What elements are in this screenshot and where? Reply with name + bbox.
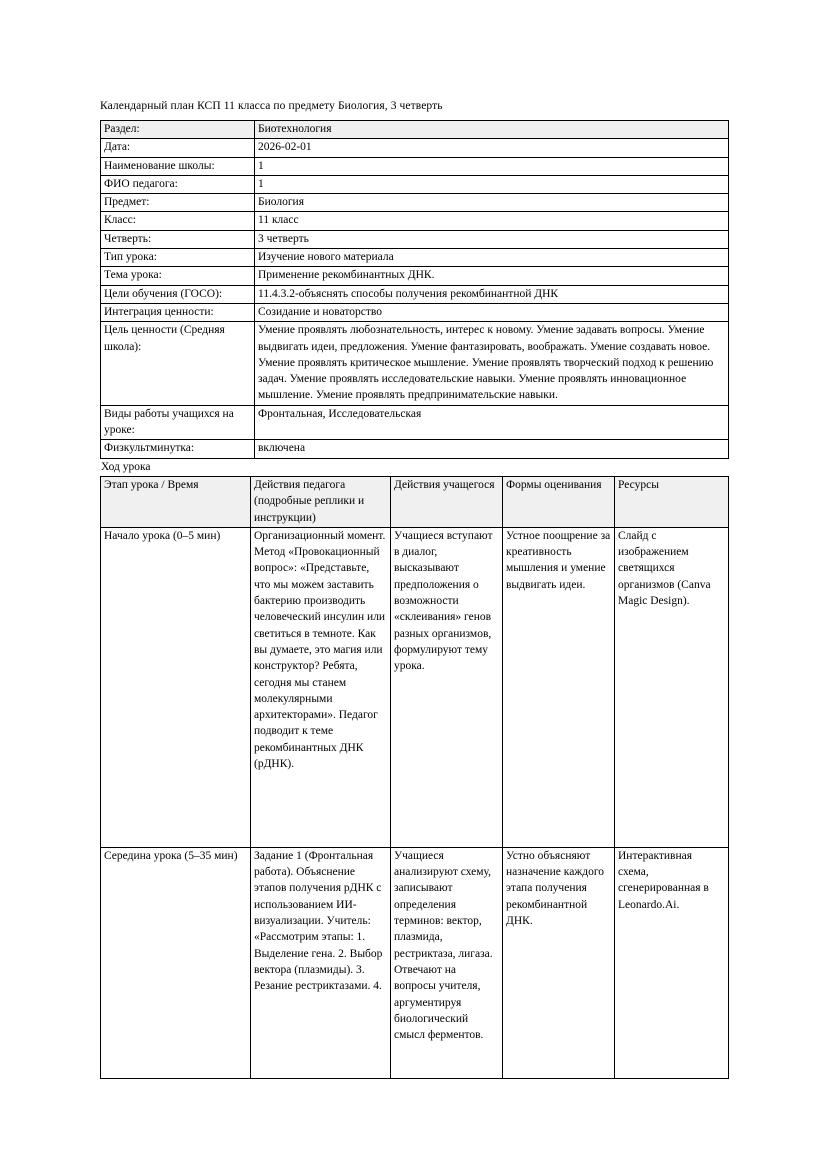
info-value-cell: Биотехнология <box>255 121 729 139</box>
lesson-flow-body <box>101 527 729 1078</box>
info-value-cell: 1 <box>255 157 729 175</box>
info-label-cell: Цель ценности (Средняя школа): <box>101 322 255 405</box>
section-caption-lesson-flow: Ход урока <box>101 460 151 473</box>
lesson-info-table <box>100 120 729 459</box>
info-value-cell: 2026-02-01 <box>255 139 729 157</box>
flow-student-cell: Учащиеся вступают в диалог, высказывают предположения о возможности «склеивания» генов разных организмов, формулируют тему урока. <box>391 527 503 847</box>
flow-resources-cell: Интерактивная схема, сгенерированная в Leonardo.Ai. <box>615 847 729 1078</box>
lesson-flow-header <box>101 476 729 527</box>
flow-header-cell: Действия педагога (подробные реплики и инструкции) <box>251 476 391 527</box>
info-label-cell: Предмет: <box>101 194 255 212</box>
flow-stage-cell: Начало урока (0–5 мин) <box>101 527 251 847</box>
table-row <box>101 121 729 139</box>
table-row <box>101 194 729 212</box>
table-row <box>101 175 729 193</box>
info-label-cell: Тема урока: <box>101 267 255 285</box>
info-value-cell: Применение рекомбинантных ДНК. <box>255 267 729 285</box>
info-value-cell: 3 четверть <box>255 230 729 248</box>
table-row <box>101 322 729 405</box>
info-label-cell: Дата: <box>101 139 255 157</box>
flow-assessment-cell: Устное поощрение за креативность мышления и умение выдвигать идеи. <box>503 527 615 847</box>
table-row <box>101 405 729 440</box>
flow-assessment-cell: Устно объясняют назначение каждого этапа получения рекомбинантной ДНК. <box>503 847 615 1078</box>
table-row <box>101 285 729 303</box>
flow-header-cell: Формы оценивания <box>503 476 615 527</box>
info-value-cell: Фронтальная, Исследовательская <box>255 405 729 440</box>
table-row <box>101 157 729 175</box>
info-label-cell: Четверть: <box>101 230 255 248</box>
table-row <box>101 303 729 321</box>
info-value-cell: 1 <box>255 175 729 193</box>
flow-header-cell: Этап урока / Время <box>101 476 251 527</box>
info-value-cell: 11 класс <box>255 212 729 230</box>
lesson-flow-table <box>100 476 729 1079</box>
flow-resources-cell: Слайд с изображением светящихся организмов (Canva Magic Design). <box>615 527 729 847</box>
table-row <box>101 230 729 248</box>
flow-stage-cell: Середина урока (5–35 мин) <box>101 847 251 1078</box>
info-label-cell: Интеграция ценности: <box>101 303 255 321</box>
info-label-cell: Тип урока: <box>101 249 255 267</box>
table-row <box>101 527 729 847</box>
info-label-cell: Цели обучения (ГОСО): <box>101 285 255 303</box>
info-label-cell: Физкультминутка: <box>101 440 255 458</box>
table-header-row <box>101 476 729 527</box>
table-row <box>101 249 729 267</box>
lesson-info-body <box>101 121 729 459</box>
info-label-cell: Наименование школы: <box>101 157 255 175</box>
info-value-cell: Созидание и новаторство <box>255 303 729 321</box>
table-row <box>101 212 729 230</box>
info-label-cell: Раздел: <box>101 121 255 139</box>
info-value-cell: 11.4.3.2-объяснять способы получения рекомбинантной ДНК <box>255 285 729 303</box>
info-value-cell: включена <box>255 440 729 458</box>
info-value-cell: Умение проявлять любознательность, интерес к новому. Умение задавать вопросы. Умение выдвигать идеи, предложения. Умение фантазировать, воображать. Умение создавать новое. Умение проявлять критическое мышление. Умение проявлять творческий подход к решению задач. Умение проявлять исследовательские навыки. Умение проявлять инновационное мышление. Умение проявлять предпринимательские навыки. <box>255 322 729 405</box>
info-label-cell: Виды работы учащихся на уроке: <box>101 405 255 440</box>
flow-header-cell: Ресурсы <box>615 476 729 527</box>
table-row <box>101 267 729 285</box>
info-label-cell: ФИО педагога: <box>101 175 255 193</box>
flow-student-cell: Учащиеся анализируют схему, записывают определения терминов: вектор, плазмида, рестриктаза, лигаза. Отвечают на вопросы учителя, аргументируя биологический смысл ферментов. <box>391 847 503 1078</box>
page-title: Календарный план КСП 11 класса по предмету Биология, 3 четверть <box>100 100 443 112</box>
info-value-cell: Изучение нового материала <box>255 249 729 267</box>
flow-header-cell: Действия учащегося <box>391 476 503 527</box>
flow-teacher-cell: Задание 1 (Фронтальная работа). Объяснение этапов получения рДНК с использованием ИИ-визуализации. Учитель: «Рассмотрим этапы: 1. Выделение гена. 2. Выбор вектора (плазмиды). 3. Резание рестриктазами. 4. <box>251 847 391 1078</box>
info-value-cell: Биология <box>255 194 729 212</box>
table-row <box>101 440 729 458</box>
flow-teacher-cell: Организационный момент. Метод «Провокационный вопрос»: «Представьте, что мы можем заставить бактерию производить человеческий инсулин или светиться в темноте. Как вы думаете, это магия или конструктор? Ребята, сегодня мы станем молекулярными архитекторами». Педагог подводит к теме рекомбинантных ДНК (рДНК). <box>251 527 391 847</box>
table-row <box>101 139 729 157</box>
info-label-cell: Класс: <box>101 212 255 230</box>
table-row <box>101 847 729 1078</box>
